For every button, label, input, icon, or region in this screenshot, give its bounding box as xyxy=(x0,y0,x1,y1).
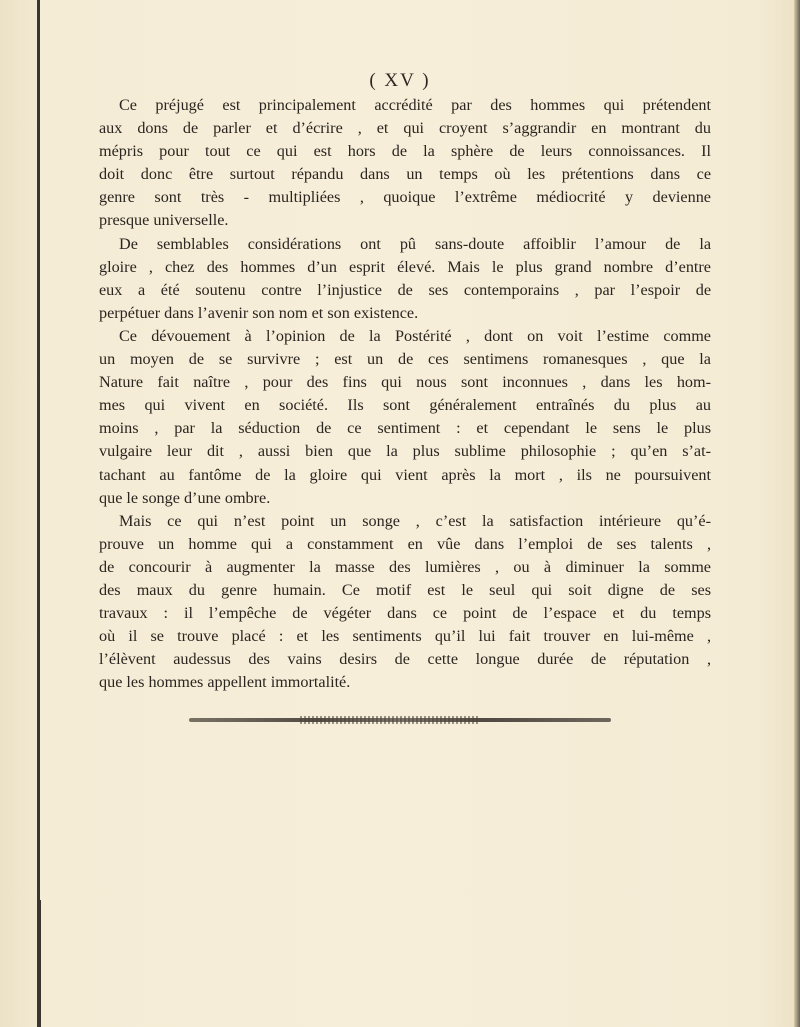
text-line: aux dons de parler et d’écrire , et qui croyent s’aggrandir en montrant du xyxy=(99,119,711,138)
text-line: moins , par la séduction de ce sentiment : et cependant le sens le plus xyxy=(99,419,711,438)
text-line: vulgaire leur dit , aussi bien que la plus sublime philosophie ; qu’en s’at- xyxy=(99,442,711,461)
text-line: travaux : il l’empêche de végéter dans ce point de l’espace et du temps xyxy=(99,604,711,623)
text-line: que les hommes appellent immortalité. xyxy=(99,673,351,692)
text-line: genre sont très - multipliées , quoique l’extrême médiocrité y devienne xyxy=(99,188,711,207)
decorative-rule-ornament xyxy=(300,716,480,724)
text-line: eux a été soutenu contre l’injustice de ses contemporains , par l’espoir de xyxy=(99,280,711,299)
page-right-edge xyxy=(794,0,800,1027)
text-line: De semblables considérations ont pû sans-doute affoiblir l’amour de la xyxy=(119,234,711,253)
text-line: tachant au fantôme de la gloire qui vient après la mort , ils ne poursuivent xyxy=(99,465,711,484)
text-line: de concourir à augmenter la masse des lumières , ou à diminuer la somme xyxy=(99,557,711,576)
running-head-page-number: ( XV ) xyxy=(369,70,431,91)
text-line: un moyen de se survivre ; est un de ces sentimens romanesques , que la xyxy=(99,350,711,369)
text-line: Ce dévouement à l’opinion de la Postérité , dont on voit l’estime comme xyxy=(119,326,711,345)
text-line: mépris pour tout ce qui est hors de la sphère de leurs connoissances. Il xyxy=(99,142,711,161)
text-line: Ce préjugé est principalement accrédité par des hommes qui prétendent xyxy=(119,96,711,114)
binding-edge-line xyxy=(37,0,40,1027)
text-line: Nature fait naître , pour des fins qui nous sont inconnues , dans les hom- xyxy=(99,373,711,392)
text-line: Mais ce qui n’est point un songe , c’est la satisfaction intérieure qu’é- xyxy=(119,511,711,530)
text-line: des maux du genre humain. Ce motif est le seul qui soit digne de ses xyxy=(99,580,711,599)
text-line: où il se trouve placé : et les sentiments qu’il lui fait trouver en lui-même , xyxy=(99,627,711,646)
text-line: prouve un homme qui a constamment en vûe dans l’emploi de ses talents , xyxy=(99,534,711,553)
text-line: que le songe d’une ombre. xyxy=(99,488,271,507)
binding-edge-line-lower xyxy=(37,900,41,1027)
text-line: perpétuer dans l’avenir son nom et son existence. xyxy=(99,303,419,322)
page-left-margin xyxy=(0,0,38,1027)
text-line: mes qui vivent en société. Ils sont généralement entraînés du plus au xyxy=(99,396,711,415)
text-line: gloire , chez des hommes d’un esprit élevé. Mais le plus grand nombre d’entre xyxy=(99,257,711,276)
text-line: doit donc être surtout répandu dans un temps où les prétentions dans ce xyxy=(99,165,711,184)
text-line: l’élèvent audessus des vains desirs de cette longue durée de réputation , xyxy=(99,650,711,669)
body-text xyxy=(99,94,711,694)
text-line: presque universelle. xyxy=(99,211,229,230)
